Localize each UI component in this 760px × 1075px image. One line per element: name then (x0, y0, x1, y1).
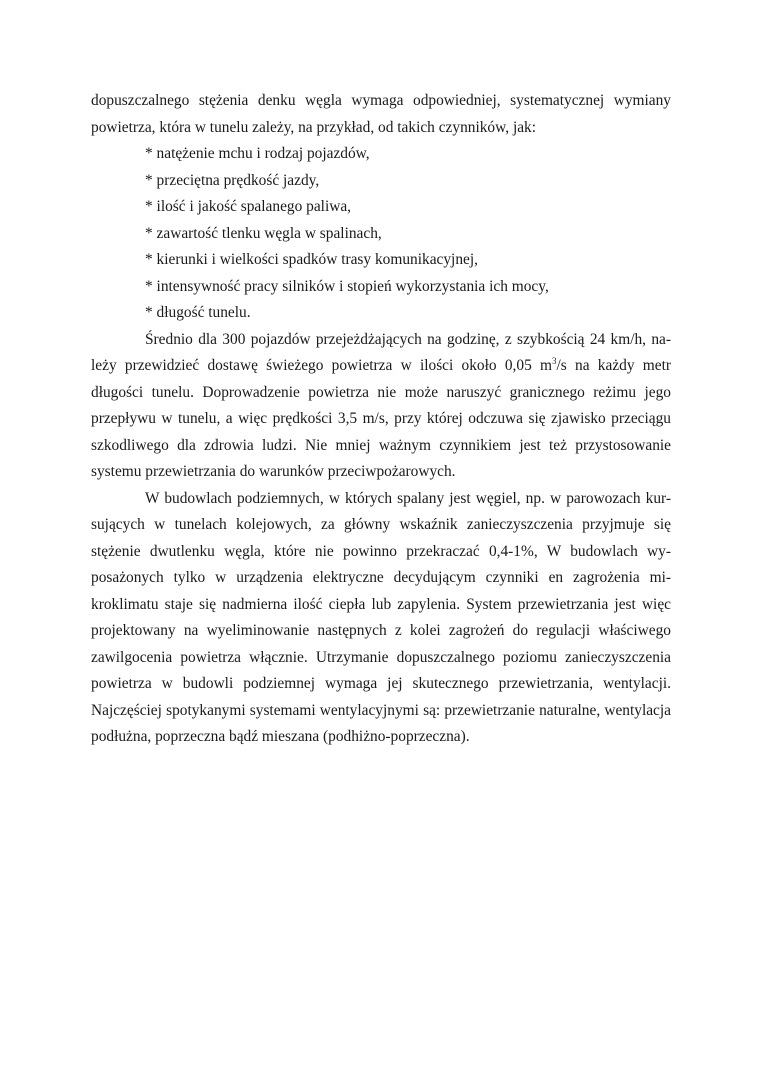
paragraph-first-line: Średnio dla 300 pojazdów przejeżdżających na godzinę, z szybkością 24 km/h, na- (145, 330, 671, 348)
list-item: * intensywność pracy silników i stopień wykorzystania ich mocy, (145, 277, 549, 295)
text-fragment: leży przewidzieć dostawę świeżego powietrza w ilości około 0,05 m (91, 357, 552, 374)
text-line: projektowany na wyeliminowanie następnych z kolei zagrożeń do regulacji właściwego (91, 622, 671, 639)
text-line: Najczęściej spotykanymi systemami wentylacyjnymi są: przewietrzanie naturalne, wentylacja (91, 701, 671, 719)
text-line: zawilgocenia powietrza włącznie. Utrzymanie dopuszczalnego poziomu zanieczyszczenia (91, 648, 671, 666)
text-line: długości tunelu. Doprowadzenie powietrza nie może naruszyć granicznego reżimu jego (91, 383, 671, 401)
list-item: * natężenie mchu i rodzaj pojazdów, (145, 145, 370, 162)
list-item: * przeciętna prędkość jazdy, (145, 171, 320, 189)
paragraph-first-line: W budowlach podziemnych, w których spalany jest węgiel, np. w parowozach kur- (145, 489, 671, 507)
list-item: * długość tunelu. (145, 304, 251, 321)
text-line: dopuszczalnego stężenia denku węgla wymaga odpowiedniej, systematycznej wymiany (91, 92, 671, 109)
text-line: stężenie dwutlenku węgla, które nie powinno przekraczać 0,4-1%, W budowlach wy- (91, 542, 671, 560)
text-line: powietrza w budowli podziemnej wymaga jej skutecznego przewietrzania, wentylacji. (91, 675, 671, 692)
text-line: sujących w tunelach kolejowych, za główny wskaźnik zanieczyszczenia przyjmuje się (91, 516, 671, 533)
text-line: posażonych tylko w urządzenia elektryczne decydującym czynniki en zagrożenia mi- (91, 569, 671, 586)
text-line: systemu przewietrzania do warunków przeciwpożarowych. (91, 463, 456, 480)
superscript: 3 (552, 356, 557, 366)
list-item: * zawartość tlenku węgla w spalinach, (145, 224, 382, 242)
text-line: przepływu w tunelu, a więc prędkości 3,5 m/s, przy której odczuwa się zjawisko przeciągu (91, 410, 671, 427)
list-item: * ilość i jakość spalanego paliwa, (145, 198, 352, 215)
text-line-with-superscript (91, 353, 671, 380)
text-line: podłużna, poprzeczna bądź mieszana (podhiżno-poprzeczna). (91, 728, 470, 745)
text-line: powietrza, która w tunelu zależy, na przykład, od takich czynników, jak: (91, 118, 537, 136)
document-page (91, 88, 671, 751)
text-fragment: /s na każdy metr (556, 357, 671, 374)
text-line: szkodliwego dla zdrowia ludzi. Nie mniej ważnym czynnikiem jest też przystosowanie (91, 436, 671, 454)
text-line: kroklimatu staje się nadmierna ilość ciepła lub zapylenia. System przewietrzania jest więc (91, 595, 671, 613)
list-item: * kierunki i wielkości spadków trasy komunikacyjnej, (145, 251, 478, 268)
